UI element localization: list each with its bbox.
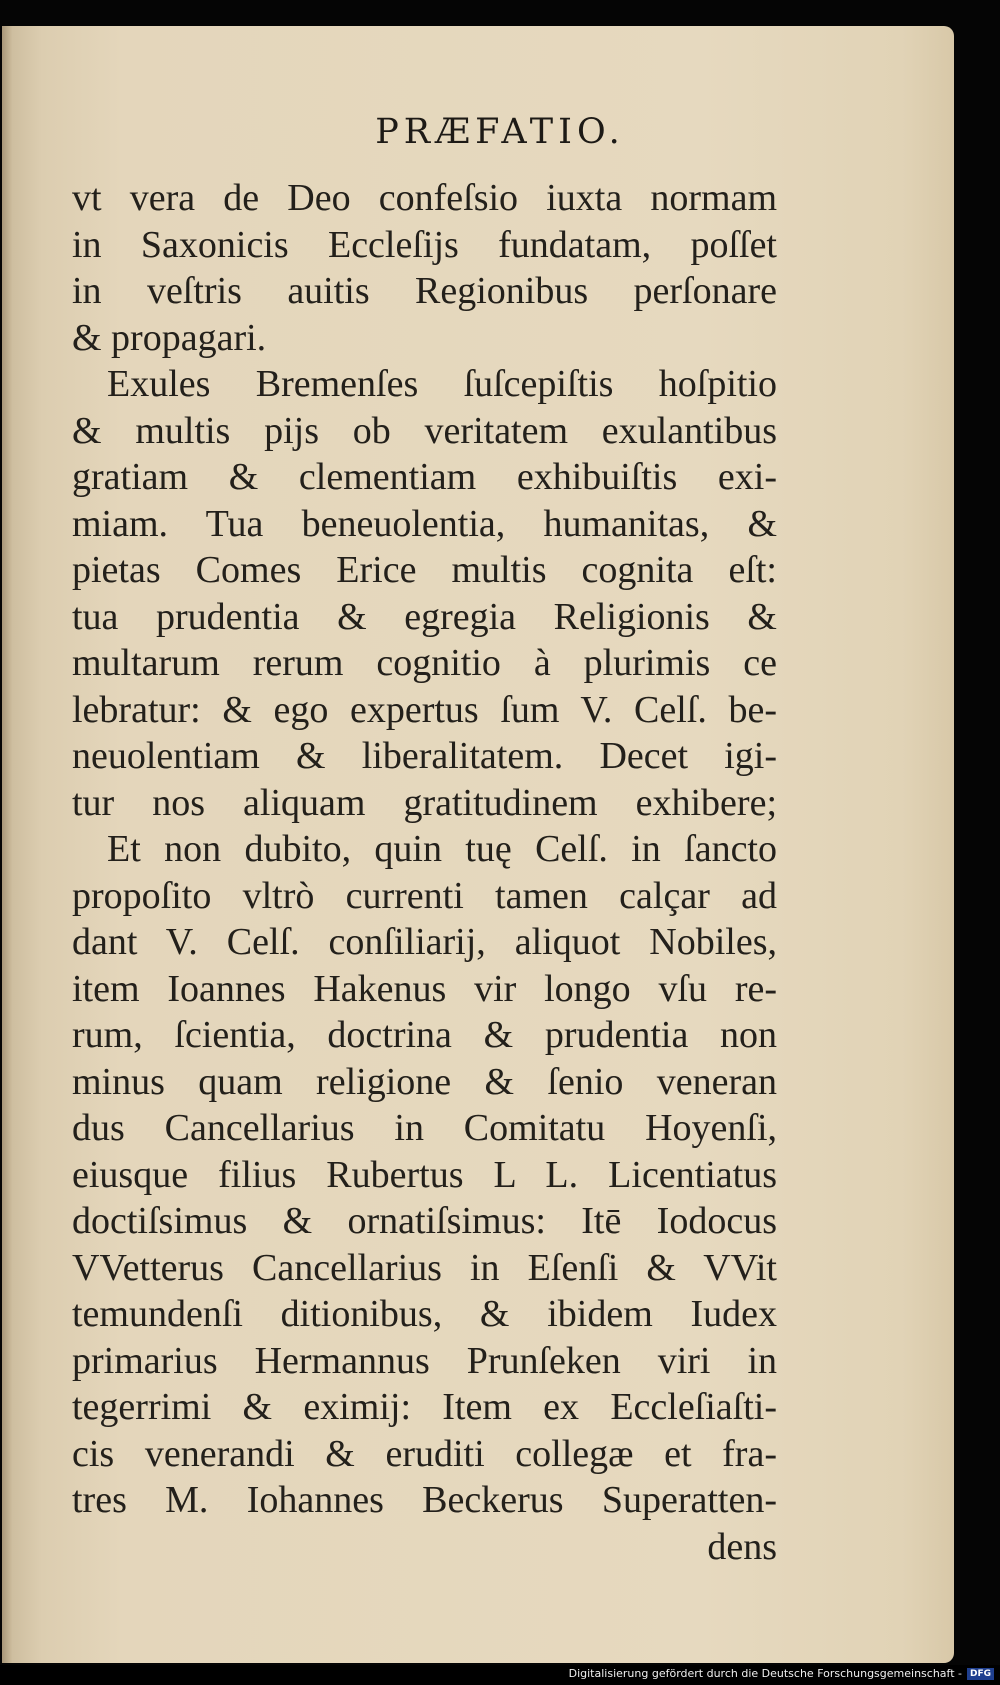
text-line: rum, ſcientia, doctrina & prudentia non	[72, 1014, 777, 1056]
text-line: in Saxonicis Eccleſijs fundatam, poſſet	[72, 223, 777, 266]
text-line: tegerrimi & eximij: Item ex Eccleſiaſti-	[72, 1386, 777, 1428]
text-line: & multis pijs ob veritatem exulantibus	[72, 409, 777, 452]
text-line: multarum rerum cognitio à plurimis ce	[72, 642, 777, 684]
text-line: primarius Hermannus Prunſeken viri in	[72, 1339, 777, 1382]
text-line: cis venerandi & eruditi collegæ et fra-	[72, 1432, 777, 1475]
text-line: & propagari.	[72, 316, 267, 359]
text-line: Et non dubito, quin tuę Celſ. in ſancto	[107, 828, 777, 870]
page-gutter-edge	[2, 26, 12, 1663]
text-line: doctiſsimus & ornatiſsimus: Itē Iodocus	[72, 1200, 777, 1242]
text-line: Exules Bremenſes ſuſcepiſtis hoſpitio	[107, 363, 777, 405]
text-line: temundenſi ditionibus, & ibidem Iudex	[72, 1293, 777, 1335]
catchword: dens	[707, 1525, 777, 1568]
text-line: eiusque filius Rubertus L L. Licentiatus	[72, 1153, 777, 1196]
text-line: gratiam & clementiam exhibuiſtis exi-	[72, 456, 777, 498]
digitization-credit: Digitalisierung gefördert durch die Deutsche Forschungsgemeinschaft -	[568, 1667, 962, 1680]
text-line: minus quam religione & ſenio veneran	[72, 1060, 777, 1103]
text-line: vt vera de Deo confeſsio iuxta normam	[72, 177, 777, 219]
text-line: dus Cancellarius in Comitatu Hoyenſi,	[72, 1107, 777, 1149]
text-line: lebratur: & ego expertus ſum V. Celſ. be-	[72, 688, 777, 731]
text-line: tua prudentia & egregia Religionis &	[72, 595, 777, 638]
text-line: tur nos aliquam gratitudinem exhibere;	[72, 781, 777, 824]
text-line: VVetterus Cancellarius in Eſenſi & VVit	[72, 1246, 777, 1289]
text-line: propoſito vltrò currenti tamen calçar ad	[72, 874, 777, 917]
dfg-logo-icon: DFG	[967, 1668, 994, 1680]
text-line: neuolentiam & liberalitatem. Decet igi-	[72, 735, 777, 777]
running-header: PRÆFATIO.	[375, 112, 625, 152]
text-line: miam. Tua beneuolentia, humanitas, &	[72, 502, 777, 545]
text-line: tres M. Iohannes Beckerus Superatten-	[72, 1479, 777, 1521]
text-line: in veſtris auitis Regionibus perſonare	[72, 270, 777, 312]
page-body-text	[72, 175, 777, 1570]
text-line: item Ioannes Hakenus vir longo vſu re-	[72, 967, 777, 1010]
text-line: pietas Comes Erice multis cognita eſt:	[72, 549, 777, 591]
text-line: dant V. Celſ. conſiliarij, aliquot Nobiles,	[72, 921, 777, 963]
